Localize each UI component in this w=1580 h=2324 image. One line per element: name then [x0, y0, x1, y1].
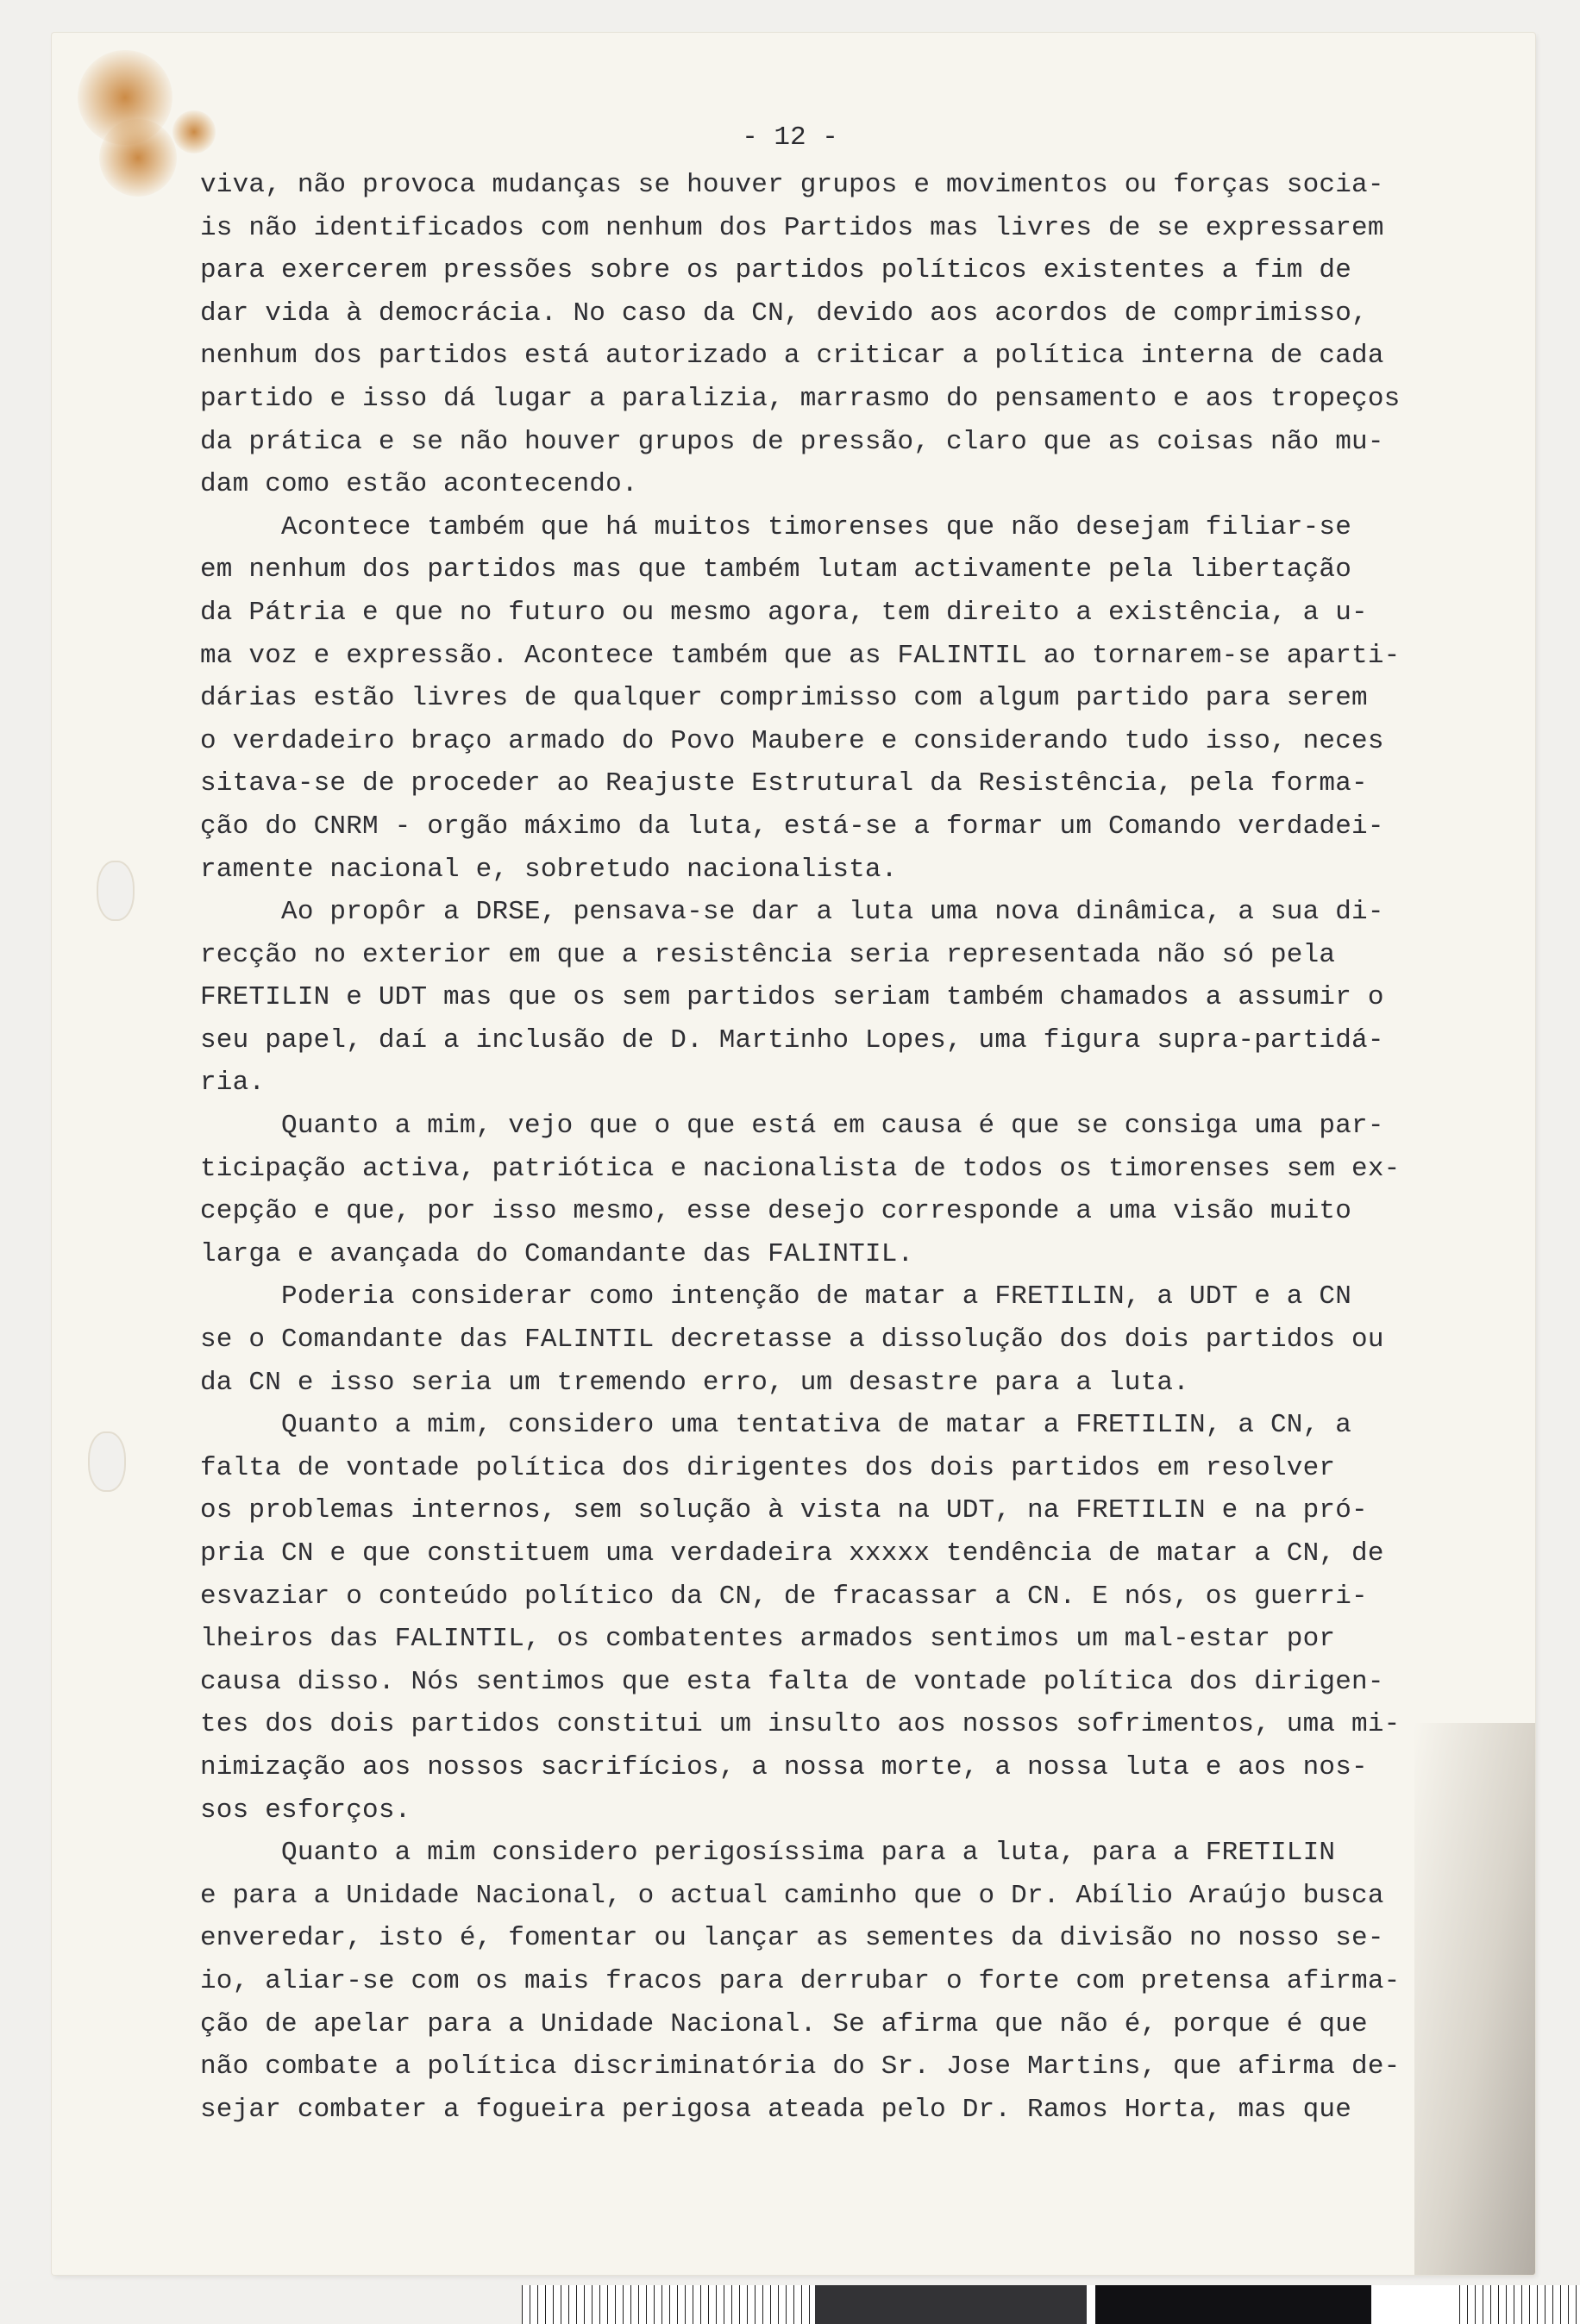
- text-line: tes dos dois partidos constitui um insulto aos nossos sofrimentos, uma mi-: [200, 1709, 1401, 1740]
- ruler-ticks: [522, 2285, 815, 2324]
- text-line: ção de apelar para a Unidade Nacional. Se afirma que não é, porque é que: [200, 2008, 1368, 2039]
- text-line: Quanto a mim considero perigosíssima para a luta, para a FRETILIN: [200, 1838, 1336, 1869]
- text-line: dam como estão acontecendo.: [200, 469, 638, 500]
- text-line: Poderia considerar como intenção de matar a FRETILIN, a UDT e a CN: [200, 1281, 1352, 1312]
- text-line: em nenhum dos partidos mas que também lutam activamente pela libertação: [200, 554, 1352, 586]
- text-line: se o Comandante das FALINTIL decretasse a dissolução dos dois partidos ou: [200, 1325, 1384, 1356]
- text-line: Acontece também que há muitos timorenses que não desejam filiar-se: [200, 511, 1352, 542]
- text-line: sos esforços.: [200, 1795, 411, 1826]
- text-line: is não identificados com nenhum dos Partidos mas livres de se expressarem: [200, 212, 1384, 243]
- text-line: dar vida à democrácia. No caso da CN, devido aos acordos de comprimisso,: [200, 298, 1368, 329]
- text-line: enveredar, isto é, fomentar ou lançar as sementes da divisão no nosso se-: [200, 1923, 1384, 1954]
- scale-ruler: [522, 2285, 1580, 2324]
- color-bar: [815, 2285, 1087, 2324]
- text-line: e para a Unidade Nacional, o actual caminho que o Dr. Abílio Araújo busca: [200, 1880, 1384, 1911]
- text-line: sejar combater a fogueira perigosa ateada pelo Dr. Ramos Horta, mas que: [200, 2094, 1352, 2125]
- text-line: partido e isso dá lugar a paralizia, marrasmo do pensamento e aos tropeços: [200, 383, 1401, 414]
- text-line: ria.: [200, 1068, 266, 1099]
- text-line: nimização aos nossos sacrifícios, a nossa morte, a nossa luta e aos nos-: [200, 1751, 1368, 1782]
- text-line: Quanto a mim, vejo que o que está em causa é que se consiga uma par-: [200, 1111, 1384, 1142]
- text-line: lheiros das FALINTIL, os combatentes armados sentimos um mal-estar por: [200, 1624, 1336, 1655]
- text-line: larga e avançada do Comandante das FALINTIL.: [200, 1238, 914, 1269]
- text-line: falta de vontade política dos dirigentes dos dois partidos em resolver: [200, 1452, 1336, 1483]
- text-line: FRETILIN e UDT mas que os sem partidos seriam também chamados a assumir o: [200, 982, 1384, 1013]
- text-line: da CN e isso seria um tremendo erro, um desastre para a luta.: [200, 1367, 1189, 1398]
- text-line: não combate a política discriminatória do Sr. Jose Martins, que afirma de-: [200, 2052, 1401, 2083]
- text-line: sitava-se de proceder ao Reajuste Estrutural da Resistência, pela forma-: [200, 768, 1368, 799]
- punch-hole: [97, 861, 135, 921]
- body-text: [200, 164, 1459, 2131]
- text-line: ticipação activa, patriótica e nacionalista de todos os timorenses sem ex-: [200, 1153, 1401, 1184]
- color-bar: [1095, 2285, 1371, 2324]
- text-line: cepção e que, por isso mesmo, esse desejo corresponde a uma visão muito: [200, 1196, 1352, 1227]
- text-line: ma voz e expressão. Acontece também que as FALINTIL ao tornarem-se aparti-: [200, 640, 1401, 671]
- text-line: Ao propôr a DRSE, pensava-se dar a luta uma nova dinâmica, a sua di-: [200, 897, 1384, 928]
- text-line: seu papel, daí a inclusão de D. Martinho Lopes, uma figura supra-partidá-: [200, 1024, 1384, 1056]
- text-line: nenhum dos partidos está autorizado a criticar a política interna de cada: [200, 341, 1384, 372]
- ruler-ticks: [1459, 2285, 1580, 2324]
- text-line: para exercerem pressões sobre os partidos políticos existentes a fim de: [200, 255, 1352, 286]
- text-line: dárias estão livres de qualquer comprimisso com algum partido para serem: [200, 683, 1368, 714]
- text-line: os problemas internos, sem solução à vista na UDT, na FRETILIN e na pró-: [200, 1495, 1368, 1526]
- text-line: pria CN e que constituem uma verdadeira xxxxx tendência de matar a CN, de: [200, 1538, 1384, 1569]
- text-line: causa disso. Nós sentimos que esta falta de vontade política dos dirigen-: [200, 1666, 1384, 1697]
- text-line: da Pátria e que no futuro ou mesmo agora, tem direito a existência, a u-: [200, 597, 1368, 628]
- text-line: recção no exterior em que a resistência seria representada não só pela: [200, 939, 1336, 970]
- page-number: - 12 -: [742, 122, 838, 153]
- text-line: da prática e se não houver grupos de pressão, claro que as coisas não mu-: [200, 426, 1384, 457]
- text-line: esvaziar o conteúdo político da CN, de fracassar a CN. E nós, os guerri-: [200, 1581, 1368, 1612]
- text-line: Quanto a mim, considero uma tentativa de matar a FRETILIN, a CN, a: [200, 1410, 1352, 1441]
- punch-hole: [88, 1431, 126, 1492]
- text-line: viva, não provoca mudanças se houver grupos e movimentos ou forças socia-: [200, 170, 1384, 200]
- text-line: io, aliar-se com os mais fracos para derrubar o forte com pretensa afirma-: [200, 1965, 1401, 1996]
- text-line: o verdadeiro braço armado do Povo Maubere e considerando tudo isso, neces: [200, 725, 1384, 756]
- text-line: ramente nacional e, sobretudo nacionalista.: [200, 854, 898, 885]
- text-line: ção do CNRM - orgão máximo da luta, está-se a formar um Comando verdadei-: [200, 811, 1384, 842]
